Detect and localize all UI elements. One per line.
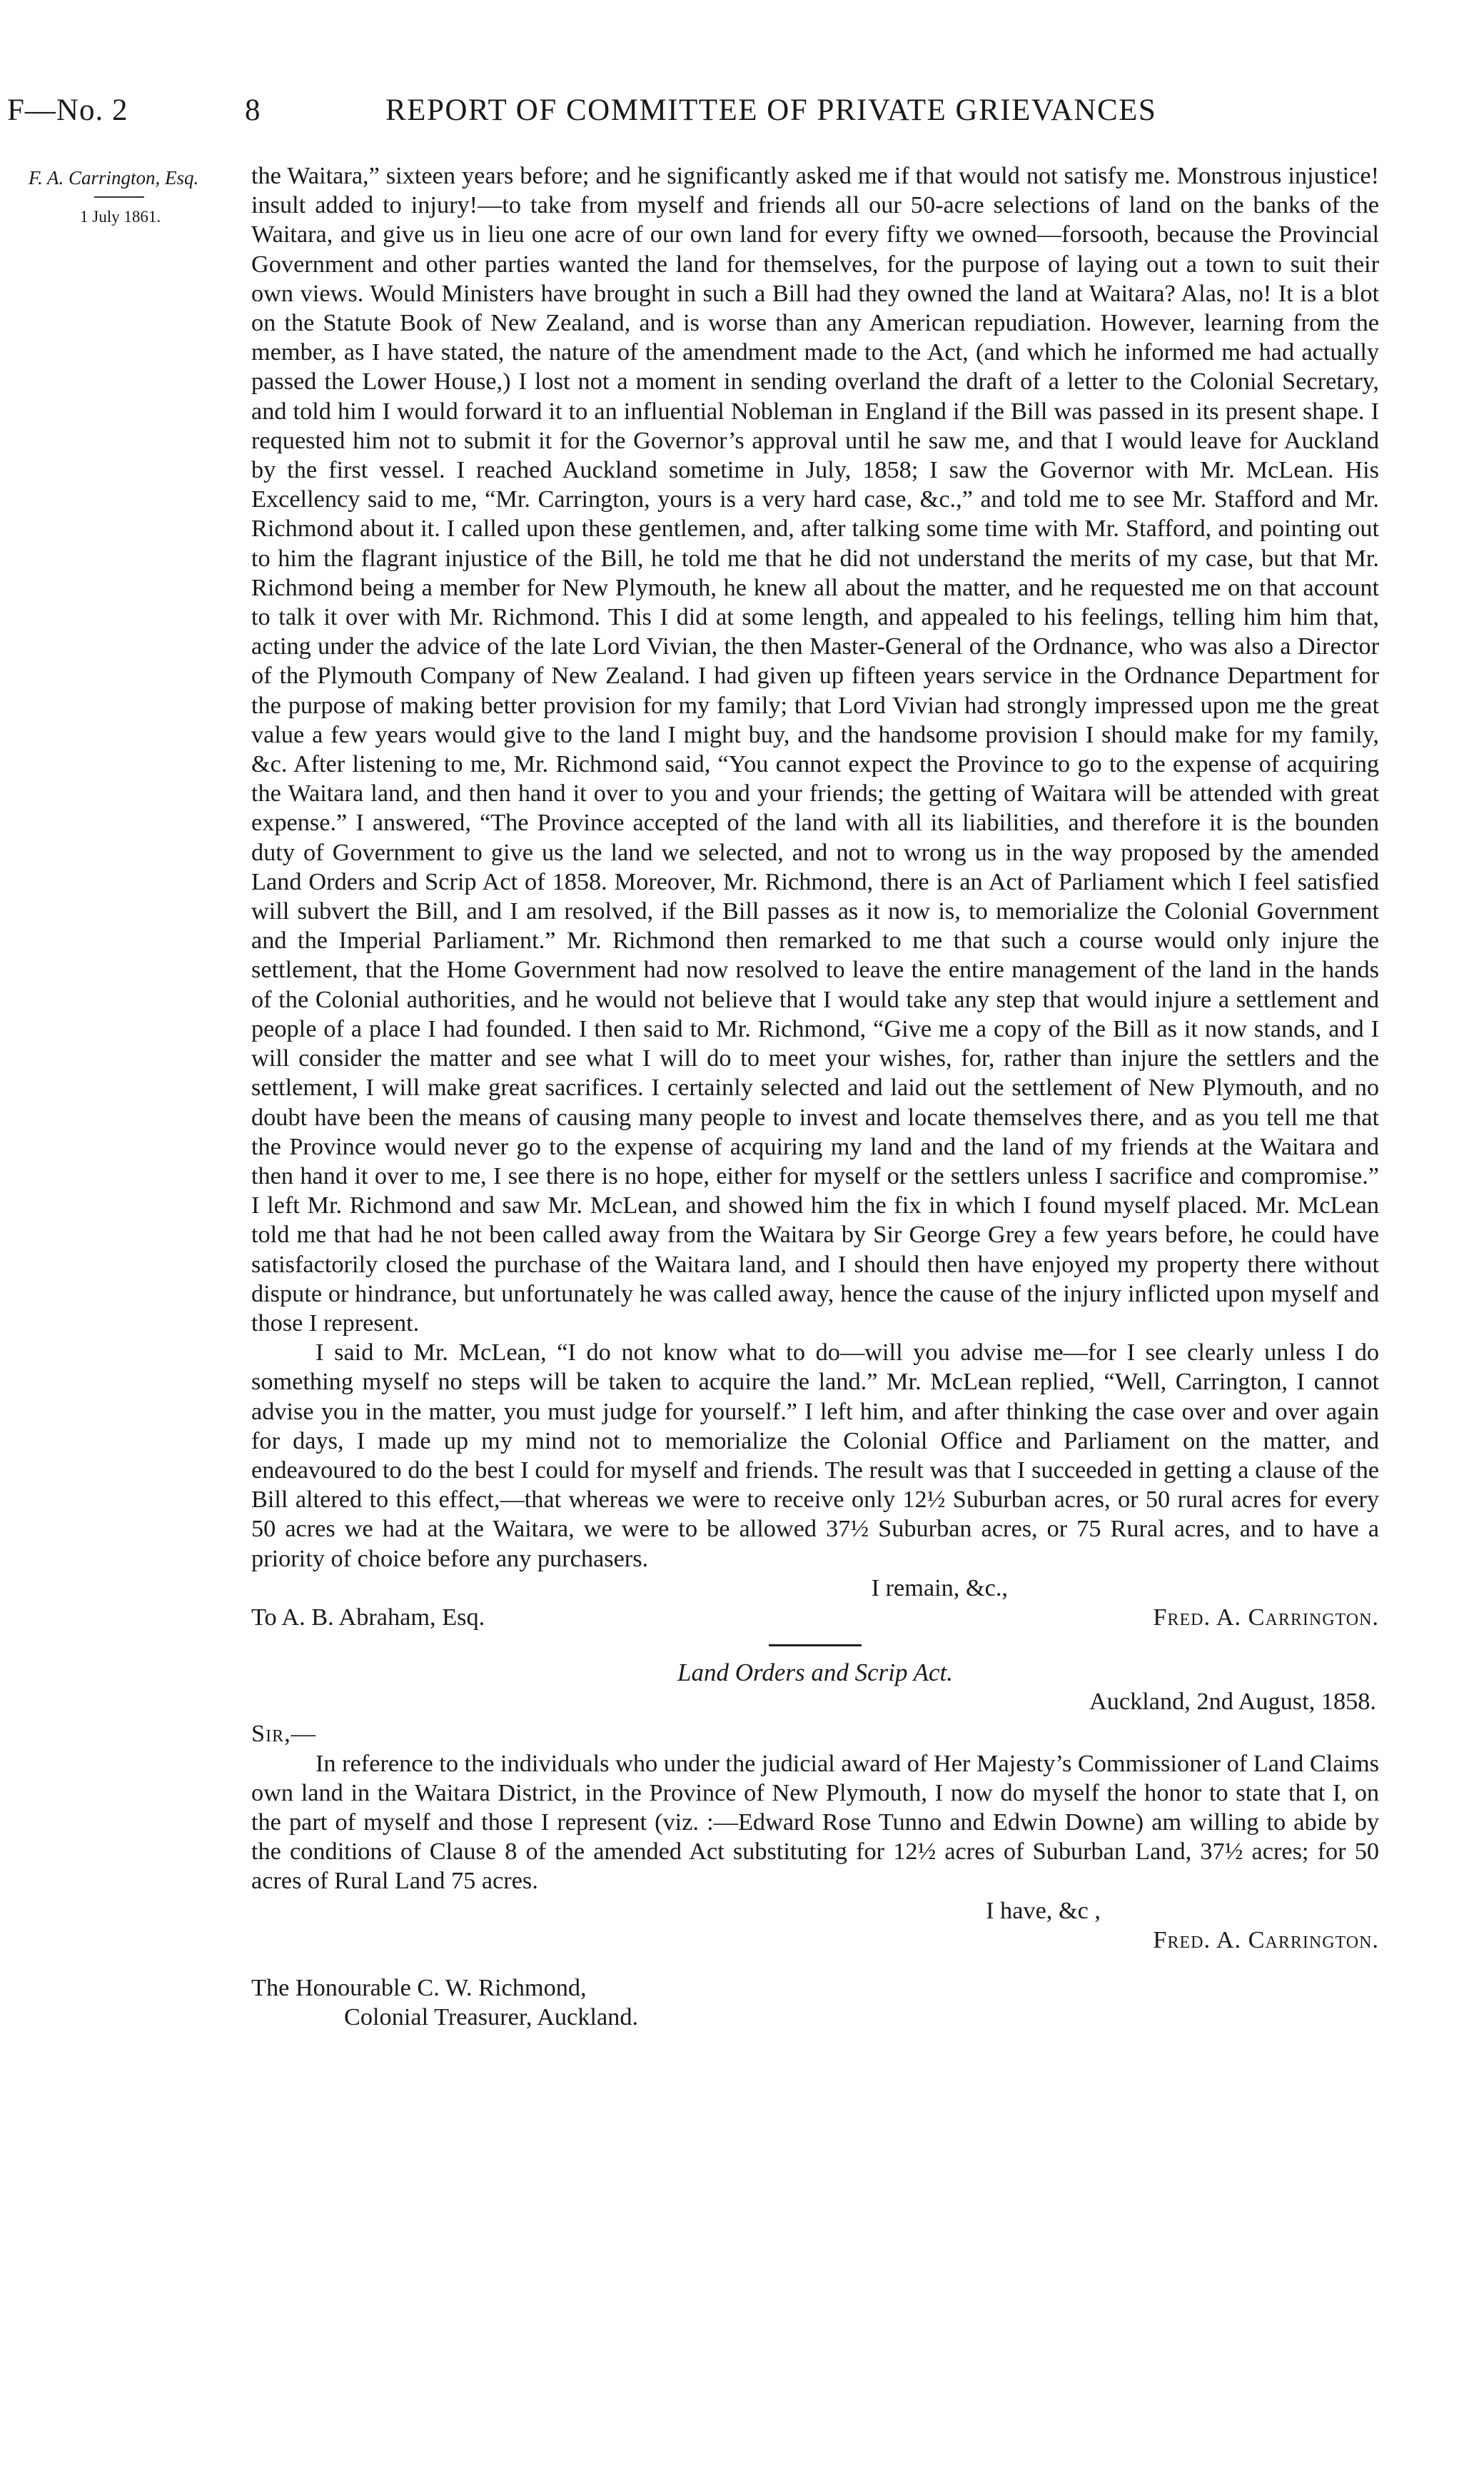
margin-note-date: 1 July 1861. [80, 208, 161, 226]
section-divider [769, 1644, 862, 1646]
letter2-salutation: Sir,— [251, 1720, 316, 1748]
margin-note-name: F. A. Carrington, Esq. [29, 167, 199, 188]
document-body [251, 161, 1379, 2032]
letter1-closing: I remain, &c., [871, 1574, 1008, 1601]
addressee-line-2: Colonial Treasurer, Auckland. [344, 2003, 639, 2030]
letter1-paragraph-2: I said to Mr. McLean, “I do not know what to do—will you advise me—for I see clearly unless I do something myself no steps will be taken to acquire the land.” Mr. McLean replied, “Well, Carrington, I cannot advise you in the matter, you must judge for yourself.” I left him, and after thinking the case over and over again for days, I made up my mind not to memorialize the Colonial Office and Parliament on the matter, and endeavoured to do the best I could for myself and friends. The result was that I succeeded in getting a clause of the Bill altered to this effect,—that whereas we were to receive only 12½ Suburban acres, or 50 rural acres for every 50 acres we had at the Waitara, we were to be allowed 37½ Suburban acres, or 75 Rural acres, and to have a priority of choice before any purchasers. [251, 1339, 1379, 1572]
addressee-line-1: The Honourable C. W. Richmond, [251, 1973, 587, 2001]
page-title: REPORT OF COMMITTEE OF PRIVATE GRIEVANCES [385, 94, 1157, 127]
page-number: 8 [245, 94, 261, 127]
letter2-signature: Fred. A. Carrington. [1153, 1926, 1379, 1953]
letter2-place-date: Auckland, 2nd August, 1858. [1089, 1688, 1376, 1716]
letter2-closing: I have, &c , [986, 1896, 1101, 1924]
letter1-sign-row [251, 1603, 1379, 1634]
letter1-paragraph-1: the Waitara,” sixteen years before; and he significantly asked me if that would not satisfy me. Monstrous injustice! insult added to injury!—to take from myself and friends all our 50-acre selections of land on the banks of the Waitara, and give us in lieu one acre of our own land for every fifty we owned—forsooth, because the Provincial Government and other parties wanted the land for themselves, for the purpose of laying out a town to suit their own views. Would Ministers have brought in such a Bill had they owned the land at Waitara? Alas, no! It is a blot on the Statute Book of New Zealand, and is worse than any American repudiation. However, learning from the member, as I have stated, the nature of the amendment made to the Act, (and which he informed me had actually passed the Lower House,) I lost not a moment in sending overland the draft of a letter to the Colonial Secretary, and told him I would forward it to an influential Nobleman in England if the Bill was passed in its present shape. I requested him not to submit it for the Governor’s approval until he saw me, and that I would leave for Auckland by the first vessel. I reached Auckland sometime in July, 1858; I saw the Governor with Mr. McLean. His Excellency said to me, “Mr. Carrington, yours is a very hard case, &c.,” and told me to see Mr. Stafford and Mr. Richmond about it. I called upon these gentlemen, and, after talking some time with Mr. Stafford, and pointing out to him the flagrant injustice of the Bill, he told me that he did not understand the merits of my case, but that Mr. Richmond being a member for New Plymouth, he knew all about the matter, and he requested me on that account to talk it over with Mr. Richmond. This I did at some length, and appealed to his feelings, telling him him that, acting under the advice of the late Lord Vivian, the then Master-General of the Ordnance, who was also a Director of the Plymouth Company of New Zealand. I had given up fifteen years service in the Ordnance Department for the purpose of making better provision for my family; that Lord Vivian had strongly impressed upon me the great value a few years would give to the land I might buy, and the handsome provision I should make for my family, &c. After listening to me, Mr. Richmond said, “You cannot expect the Province to go to the expense of acquiring the Waitara land, and then hand it over to you and your friends; the getting of Waitara will be attended with great expense.” I answered, “The Province accepted of the land with all its liabilities, and therefore it is the bounden duty of Government to give us the land we selected, and not to wrong us in the way proposed by the amended Land Orders and Scrip Act of 1858. Moreover, Mr. Richmond, there is an Act of Parliament which I feel satisfied will subvert the Bill, and I am resolved, if the Bill passes as it now is, to memorialize the Colonial Government and the Imperial Parliament.” Mr. Richmond then remarked to me that such a course would only injure the settlement, that the Home Government had now resolved to leave the entire management of the land in the hands of the Colonial authorities, and he would not believe that I would take any step that would injure a settlement and people of a place I had founded. I then said to Mr. Richmond, “Give me a copy of the Bill as it now stands, and I will consider the matter and see what I will do to meet your wishes, for, rather than injure the settlers and the settlement, I will make great sacrifices. I certainly selected and laid out the settlement of New Plymouth, and no doubt have been the means of causing many people to invest and locate themselves there, and as you tell me that the Province would never go to the expense of acquiring my land and the land of my friends at the Waitara and then hand it over to me, I see there is no hope, either for myself or the settlers unless I sacrifice and compromise.” I left Mr. Richmond and saw Mr. McLean, and showed him the fix in which I found myself placed. Mr. McLean told me that had he not been called away from the Waitara by Sir George Grey a few years before, he could have satisfactorily closed the purchase of the Waitara land, and I should then have enjoyed my property there without dispute or hindrance, but unfortunately he was called away, hence the cause of the injury inflicted upon myself and those I represent. [251, 162, 1379, 1337]
letter2-heading: Land Orders and Scrip Act. [677, 1658, 953, 1686]
letter1-recipient: To A. B. Abraham, Esq. [251, 1603, 485, 1631]
letter2-paragraph: In reference to the individuals who under the judicial award of Her Majesty’s Commissioner of Land Claims own land in the Waitara District, in the Province of New Plymouth, I now do myself the honor to state that I, on the part of myself and those I represent (viz. :—Edward Rose Tunno and Edwin Downe) am willing to abide by the conditions of Clause 8 of the amended Act substituting for 12½ acres of Suburban Land, 37½ acres; for 50 acres of Rural Land 75 acres. [251, 1749, 1379, 1895]
page-header [0, 89, 1484, 131]
document-reference: F—No. 2 [7, 94, 128, 127]
letter2-addressee [251, 1973, 1379, 2032]
margin-note [29, 166, 236, 228]
margin-note-rule [94, 196, 144, 198]
letter1-signature: Fred. A. Carrington. [1153, 1603, 1379, 1631]
